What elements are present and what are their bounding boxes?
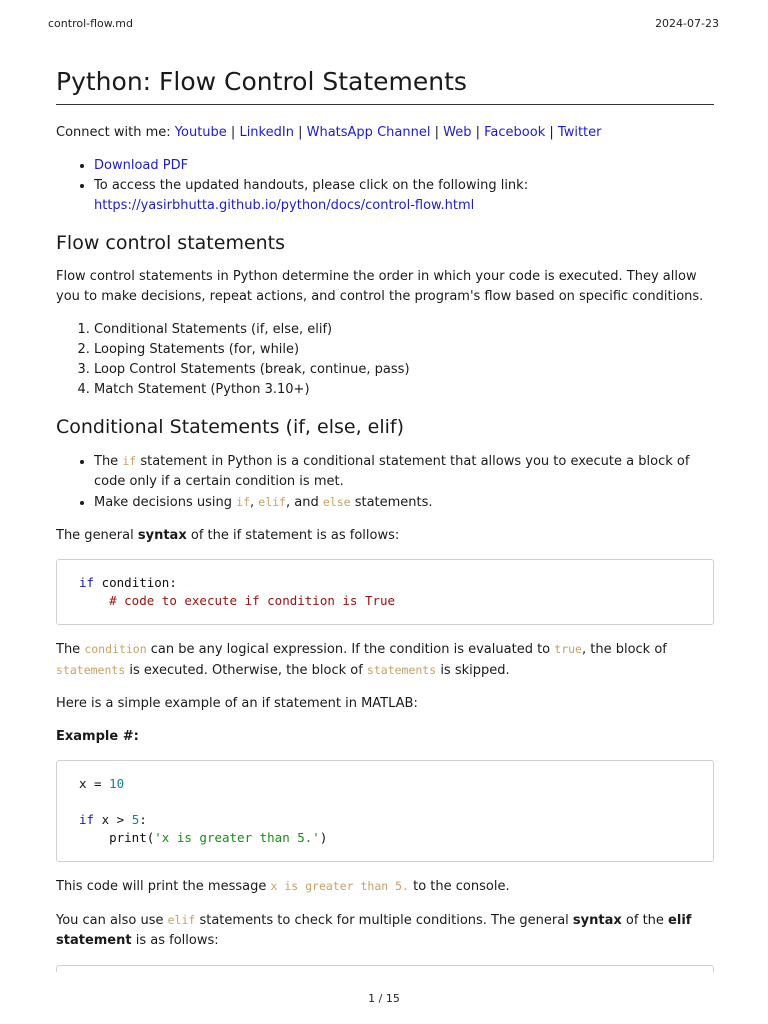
- page-number: 1 / 15: [368, 992, 400, 1005]
- header-filename: control-flow.md: [48, 17, 133, 30]
- list-item: [94, 156, 714, 176]
- keyword: if: [79, 575, 95, 590]
- web-link[interactable]: Web: [443, 125, 472, 140]
- text: to the console.: [413, 879, 510, 894]
- print-explanation: [56, 876, 714, 897]
- section-heading-flow-control: Flow control statements: [56, 232, 286, 254]
- text: , and: [285, 495, 319, 510]
- inline-code: if: [236, 495, 250, 509]
- code-block-elif-partial: [56, 965, 714, 972]
- code-text: :: [139, 812, 147, 827]
- inline-code: statements: [56, 663, 126, 677]
- inline-code: true: [554, 642, 582, 656]
- list-item: 4. Match Statement (Python 3.10+): [94, 380, 714, 400]
- section-heading-conditional: Conditional Statements (if, else, elif): [56, 416, 404, 438]
- list-item: [94, 176, 714, 216]
- text: The: [56, 642, 81, 657]
- text: This code will print the message: [56, 879, 267, 894]
- conditional-list: [56, 451, 714, 513]
- access-text: To access the updated handouts, please click on the following link:: [94, 178, 529, 193]
- code-text: ): [319, 830, 328, 845]
- flow-control-list: [56, 320, 714, 400]
- code-text: x =: [79, 776, 110, 791]
- text: The general: [56, 528, 134, 543]
- text: You can also use: [56, 913, 164, 928]
- text: can be any logical expression. If the condition is evaluated to: [150, 642, 551, 657]
- download-pdf-link[interactable]: Download PDF: [94, 158, 189, 173]
- connect-line: [56, 123, 714, 143]
- youtube-link[interactable]: Youtube: [174, 125, 227, 140]
- document-body: [56, 66, 714, 972]
- example-label: [56, 727, 714, 747]
- inline-code: elif: [258, 495, 286, 509]
- separator: |: [230, 125, 236, 140]
- code-text: x >: [94, 812, 132, 827]
- code-indent: [79, 593, 109, 608]
- code-text: condition:: [94, 575, 177, 590]
- facebook-link[interactable]: Facebook: [484, 125, 546, 140]
- flow-control-intro: Flow control statements in Python determine the order in which your code is executed. They allow you to make decisions, repeat actions, and control the program's flow based on specific conditions.: [56, 269, 704, 304]
- text: The: [94, 454, 119, 469]
- handout-url-link[interactable]: https://yasirbhutta.github.io/python/docs/control-flow.html: [94, 198, 475, 213]
- code-number: 10: [109, 776, 125, 791]
- bold-text: syntax: [137, 528, 187, 543]
- text: is executed. Otherwise, the block of: [129, 663, 363, 678]
- separator: |: [549, 125, 554, 140]
- inline-code: if: [122, 454, 137, 468]
- inline-code: statements: [366, 663, 437, 677]
- text: , the block of: [581, 642, 667, 657]
- code-block-example: [56, 760, 714, 862]
- bold-text: syntax: [572, 913, 622, 928]
- inline-code: elif: [167, 913, 196, 927]
- inline-code: x is greater than 5.: [270, 879, 409, 893]
- page-title: Python: Flow Control Statements: [56, 66, 714, 105]
- text: of the: [625, 913, 664, 928]
- connect-label: Connect with me:: [56, 125, 171, 140]
- code-string: 'x is greater than 5.': [154, 830, 320, 845]
- syntax-intro: [56, 526, 714, 546]
- separator: |: [298, 125, 303, 140]
- text: is as follows:: [135, 933, 219, 948]
- whatsapp-channel-link[interactable]: WhatsApp Channel: [306, 125, 431, 140]
- separator: |: [434, 125, 439, 140]
- list-item: 2. Looping Statements (for, while): [94, 340, 714, 360]
- elif-intro: [56, 910, 714, 951]
- text: statements to check for multiple conditions. The general: [199, 913, 569, 928]
- text: ,: [250, 495, 255, 510]
- example-intro: Here is a simple example of an if statement in MATLAB:: [56, 696, 418, 711]
- top-list: [56, 156, 714, 216]
- text: is skipped.: [440, 663, 510, 678]
- inline-code: condition: [84, 642, 147, 656]
- inline-code: else: [322, 495, 351, 509]
- list-item: 1. Conditional Statements (if, else, elif): [94, 320, 714, 340]
- text: statement in Python is a conditional statement that allows you to execute a block of code only if a certain condition is met.: [94, 454, 690, 489]
- bold-text: elif statement: [56, 913, 692, 948]
- header-date: 2024-07-23: [655, 17, 719, 30]
- bold-text: Example #:: [56, 729, 139, 744]
- twitter-link[interactable]: Twitter: [557, 125, 602, 140]
- code-comment: # code to execute if condition is True: [109, 593, 396, 608]
- list-item: [94, 451, 714, 492]
- keyword: if: [79, 812, 95, 827]
- code-text: print(: [79, 830, 155, 845]
- text: statements.: [354, 495, 433, 510]
- text: of the if statement is as follows:: [190, 528, 400, 543]
- list-item: [94, 492, 714, 513]
- code-number: 5: [131, 812, 140, 827]
- separator: |: [475, 125, 480, 140]
- code-block-if-syntax: [56, 559, 714, 625]
- linkedin-link[interactable]: LinkedIn: [239, 125, 294, 140]
- text: Make decisions using: [94, 495, 232, 510]
- condition-explanation: [56, 639, 714, 681]
- list-item: 3. Loop Control Statements (break, continue, pass): [94, 360, 714, 380]
